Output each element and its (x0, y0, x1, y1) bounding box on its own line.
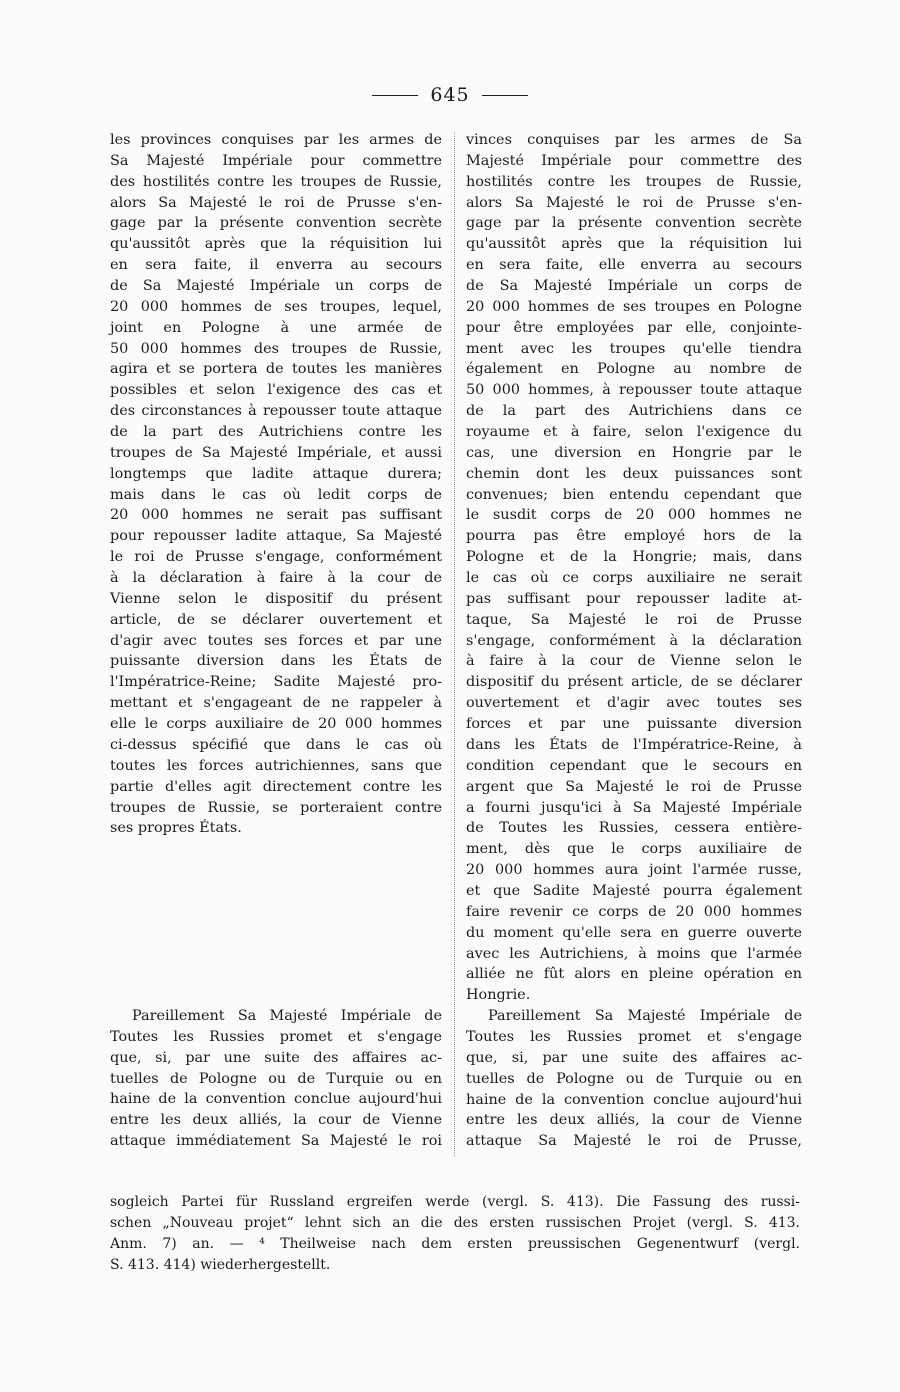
text-line: 20 000 hommes ne serait pas suffisant (110, 507, 442, 524)
text-line: Toutes les Russies promet et s'engage (110, 1028, 442, 1045)
text-line: entre les deux alliés, la cour de Vienne (466, 1112, 802, 1129)
text-line: pour repousser ladite attaque, Sa Majesté (110, 528, 442, 545)
text-line: tuelles de Pologne ou de Turquie ou en (466, 1070, 802, 1087)
text-line: que, si, par une suite des affaires ac- (110, 1049, 442, 1066)
footnote-line: schen „Nouveau projet“ lehnt sich an die des ersten russischen Projet (vergl. S. 413. (110, 1215, 800, 1231)
page-number: 645 (430, 84, 470, 106)
text-line: ouvertement et d'agir avec toutes ses (466, 695, 802, 712)
right-paragraph-1 (466, 130, 802, 1006)
text-line: gage par la présente convention secrète (466, 215, 802, 232)
text-line: alors Sa Majesté le roi de Prusse s'en- (466, 194, 802, 211)
text-line: cas, une diversion en Hongrie par le (466, 444, 802, 461)
text-line: de la part des Autrichiens contre les (110, 424, 442, 441)
text-line: que, si, par une suite des affaires ac- (466, 1049, 802, 1066)
text-line: troupes de Russie, se porteraient contre (110, 799, 442, 816)
text-line: argent que Sa Majesté le roi de Prusse (466, 778, 802, 795)
text-line: pas suffisant pour repousser ladite at- (466, 590, 802, 607)
text-line: 20 000 hommes de ses troupes, lequel, (110, 298, 442, 315)
right-paragraph-2 (466, 1006, 802, 1152)
text-line: attaque Sa Majesté le roi de Prusse, (466, 1133, 802, 1150)
text-line: chemin dont les deux puissances sont (466, 465, 802, 482)
text-line: vinces conquises par les armes de Sa (466, 132, 802, 148)
text-line: des hostilités contre les troupes de Russie, (110, 173, 442, 190)
text-line: taque, Sa Majesté le roi de Prusse (466, 611, 802, 628)
text-line: gage par la présente convention secrète (110, 215, 442, 232)
text-line: le cas où ce corps auxiliaire ne serait (466, 570, 802, 587)
text-line: ment avec les troupes qu'elle tiendra (466, 340, 802, 357)
text-line: ses propres États. (110, 820, 242, 837)
text-line: Toutes les Russies promet et s'engage (466, 1028, 802, 1045)
text-line: longtemps que ladite attaque durera; (110, 465, 442, 482)
text-line: royaume et à faire, selon l'exigence du (466, 424, 802, 441)
text-line: Pologne et de la Hongrie; mais, dans (466, 549, 802, 566)
text-line: le susdit corps de 20 000 hommes ne (466, 507, 802, 524)
text-line: Pareillement Sa Majesté Impériale de (488, 1008, 802, 1025)
text-line: à faire à la cour de Vienne selon le (466, 653, 802, 670)
text-line: haine de la convention conclue aujourd'hui (110, 1091, 442, 1108)
text-line: d'agir avec toutes ses forces et par une (110, 632, 442, 649)
footnote-line: Anm. 7) an. — ⁴ Theilweise nach dem ersten preussischen Gegenentwurf (vergl. (110, 1236, 800, 1252)
text-line: agira et se portera de toutes les manières (110, 361, 442, 378)
text-line: qu'aussitôt après que la réquisition lui (466, 236, 802, 253)
text-line: entre les deux alliés, la cour de Vienne (110, 1112, 442, 1129)
text-line: forces et par une puissante diversion (466, 716, 802, 733)
text-line: mais dans le cas où ledit corps de (110, 486, 442, 503)
text-line: toutes les forces autrichiennes, sans que (110, 757, 442, 774)
text-line: Hongrie. (466, 987, 531, 1004)
text-line: possibles et selon l'exigence des cas et (110, 382, 442, 399)
column-divider (454, 132, 455, 1157)
right-column (466, 130, 802, 1152)
text-line: et que Sadite Majesté pourra également (466, 882, 802, 899)
text-line: dispositif du présent article, de se déclarer (466, 674, 802, 691)
text-line: également en Pologne au nombre de (466, 361, 802, 378)
left-paragraph-2 (110, 1006, 442, 1152)
text-line: de Sa Majesté Impériale un corps de (110, 278, 442, 295)
text-line: de la part des Autrichiens dans ce (466, 403, 802, 420)
text-line: dans les États de l'Impératrice-Reine, à (466, 736, 802, 753)
text-line: a fourni jusqu'ici à Sa Majesté Impériale (466, 799, 802, 816)
footnote-line: S. 413. 414) wiederhergestellt. (110, 1257, 331, 1273)
left-paragraph-1 (110, 130, 442, 839)
text-line: de Toutes les Russies, cessera entière- (466, 820, 802, 837)
text-line: article, de se déclarer ouvertement et (110, 611, 442, 628)
text-line: Sa Majesté Impériale pour commettre (110, 152, 442, 169)
text-line: 50 000 hommes, à repousser toute attaque (466, 382, 802, 399)
text-line: convenues; bien entendu cependant que (466, 486, 802, 503)
text-line: qu'aussitôt après que la réquisition lui (110, 236, 442, 253)
text-line: haine de la convention conclue aujourd'hui (466, 1091, 802, 1108)
footnote (110, 1192, 800, 1276)
text-line: ci-dessus spécifié que dans le cas où (110, 736, 442, 753)
text-line: attaque immédiatement Sa Majesté le roi (110, 1133, 442, 1150)
text-line: faire revenir ce corps de 20 000 hommes (466, 903, 802, 920)
header-rule-left (372, 95, 418, 96)
text-line: mettant et s'engageant de ne rappeler à (110, 695, 442, 712)
text-line: joint en Pologne à une armée de (110, 319, 442, 336)
text-line: les provinces conquises par les armes de (110, 132, 442, 148)
left-column (110, 130, 442, 1150)
text-line: en sera faite, elle enverra au secours (466, 257, 802, 274)
text-line: en sera faite, il enverra au secours (110, 257, 442, 274)
text-line: condition cependant que le secours en (466, 757, 802, 774)
footnote-line: sogleich Partei für Russland ergreifen werde (vergl. S. 413). Die Fassung des russi- (110, 1194, 800, 1210)
text-line: pourra pas être employé hors de la (466, 528, 802, 545)
text-line: avec les Autrichiens, à moins que l'armée (466, 945, 802, 962)
text-line: ment, dès que le corps auxiliaire de (466, 841, 802, 858)
text-line: le roi de Prusse s'engage, conformément (110, 549, 442, 566)
text-line: des circonstances à repousser toute attaque (110, 403, 442, 420)
text-line: pour être employées par elle, conjointe- (466, 319, 802, 336)
text-line: de Sa Majesté Impériale un corps de (466, 278, 802, 295)
header-rule-right (482, 95, 528, 96)
text-line: l'Impératrice-Reine; Sadite Majesté pro- (110, 674, 442, 691)
text-line: partie d'elles agit directement contre les (110, 778, 442, 795)
page-header (0, 84, 900, 106)
text-line: à la déclaration à faire à la cour de (110, 570, 442, 587)
text-line: Majesté Impériale pour commettre des (466, 152, 802, 169)
text-line: elle le corps auxiliaire de 20 000 hommes (110, 716, 442, 733)
text-line: alors Sa Majesté le roi de Prusse s'en- (110, 194, 442, 211)
text-line: 20 000 hommes aura joint l'armée russe, (466, 862, 802, 879)
text-line: Pareillement Sa Majesté Impériale de (132, 1008, 442, 1024)
text-line: troupes de Sa Majesté Impériale, et aussi (110, 444, 442, 461)
text-line: tuelles de Pologne ou de Turquie ou en (110, 1070, 442, 1087)
text-line: s'engage, conformément à la déclaration (466, 632, 802, 649)
text-line: alliée ne fût alors en pleine opération en (466, 966, 802, 983)
text-line: du moment qu'elle sera en guerre ouverte (466, 924, 802, 941)
text-line: hostilités contre les troupes de Russie, (466, 173, 802, 190)
text-line: puissante diversion dans les États de (110, 653, 442, 670)
text-line: 50 000 hommes des troupes de Russie, (110, 340, 442, 357)
text-line: 20 000 hommes de ses troupes en Pologne (466, 298, 802, 315)
text-line: Vienne selon le dispositif du présent (110, 590, 442, 607)
